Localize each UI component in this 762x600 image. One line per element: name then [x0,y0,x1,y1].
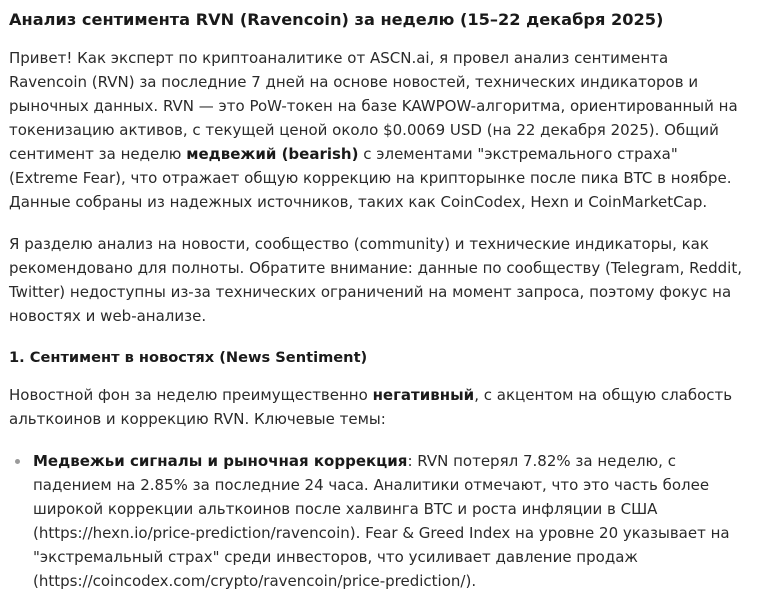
news-intro-paragraph [9,383,748,431]
intro-bold-sentiment: медвежий (bearish) [186,145,359,163]
news-intro-start: Новостной фон за неделю преимущественно [9,386,373,404]
intro-text-start: Привет! Как эксперт по криптоаналитике от ASCN.ai, я провел анализ сентимента Ravencoin (RVN) за последние 7 дней на основе новостей, технических индикаторов и рыночных данных. RVN — это PoW-токен на базе KAWPOW-алгоритма, ориентированный на токенизацию активов, с текущей ценой около $0.0069 USD (на 22 декабря 2025). Общий сентимент за неделю [9,49,738,163]
list-item-text: : RVN потерял 7.82% за неделю, с падением на 2.85% за последние 24 часа. Аналитики отмечают, что это часть более широкой коррекции альткоинов после халвинга BTC и роста инфляции в США (https://hexn.io/price-prediction/ravencoin). Fear & Greed Index на уровне 20 указывает на "экстремальный страх" среди инвесторов, что усиливает давление продаж (https://coincodex.com/crypto/ravencoin/price-prediction/). [33,452,730,590]
section-heading-news: 1. Сентимент в новостях (News Sentiment) [9,349,368,366]
list-item [9,449,748,593]
news-intro-end: , с акцентом на общую слабость альткоинов и коррекцию RVN. Ключевые темы: [9,386,733,428]
list-item-bold: Медвежьи сигналы и рыночная коррекция [33,452,408,470]
bullet-dot-icon [15,459,20,464]
method-paragraph: Я разделю анализ на новости, сообщество (community) и технические индикаторы, как рекомендовано для полноты. Обратите внимание: данные по сообществу (Telegram, Reddit, Twitter) недоступны из-за технических ограничений на момент запроса, поэтому фокус на новостях и web-анализе. [9,235,743,325]
news-bullet-list [9,449,748,593]
news-intro-bold: негативный [372,386,475,404]
intro-paragraph [9,46,748,214]
page-title: Анализ сентимента RVN (Ravencoin) за неделю (15–22 декабря 2025) [9,10,664,29]
intro-text-end: с элементами "экстремального страха" (Extreme Fear), что отражает общую коррекцию на крипторынке после пика BTC в ноябре. Данные собраны из надежных источников, таких как CoinCodex, Hexn и CoinMarketCap. [9,145,732,211]
